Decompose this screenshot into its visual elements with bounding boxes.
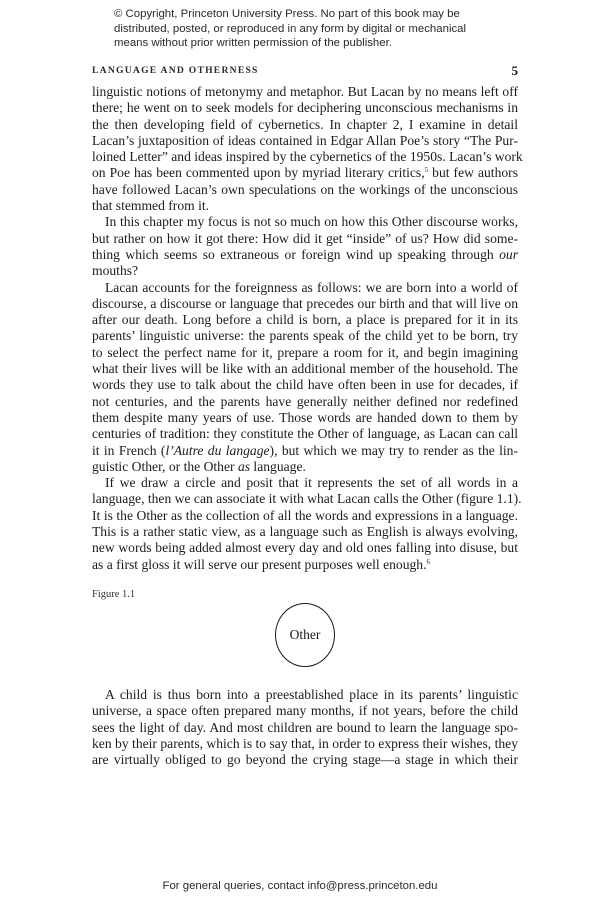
- text-line: the then developing field of cybernetics. In chapter 2, I examine in detail: [92, 116, 518, 132]
- text-line: mouths?: [92, 263, 139, 279]
- text-line: [92, 443, 518, 459]
- text-run: ), but which we may try to render as the lin-: [269, 442, 518, 458]
- text-line: Lacan accounts for the foreignness as follows: we are born into a world of: [105, 279, 518, 295]
- text-run: as a first gloss it will serve our present purposes well enough.: [92, 556, 427, 572]
- text-line: centuries of tradition: they constitute the Other of language, as Lacan can call: [92, 426, 518, 442]
- text-line: language, then we can associate it with what Lacan calls the Other (figure 1.1).: [92, 491, 522, 507]
- text-line: that stemmed from it.: [92, 198, 210, 214]
- text-line: have followed Lacan’s own speculations on the workings of the unconscious: [92, 181, 518, 197]
- text-run: guistic Other, or the Other: [92, 458, 238, 474]
- copyright-notice: [114, 7, 534, 51]
- footer-contact: For general queries, contact info@press.princeton.edu: [162, 880, 438, 892]
- text-line: to select the perfect name for it, prepare a room for it, and begin imagining: [92, 344, 518, 360]
- text-line: there; he went on to seek models for deciphering unconscious mechanisms in: [92, 100, 518, 116]
- emphasis: as: [237, 458, 251, 474]
- circle-label: Other: [289, 627, 321, 642]
- text-line: discourse, a discourse or language that precedes our birth and that will live on: [92, 295, 518, 311]
- footnote-marker-6[interactable]: 6: [426, 557, 430, 566]
- other-circle-diagram: [275, 603, 335, 667]
- text-line: but rather on how it got there: How did it get “inside” of us? How did some-: [92, 230, 518, 246]
- figure-label: Figure 1.1: [92, 589, 136, 600]
- text-run: but few authors: [428, 165, 518, 181]
- body-text-continued: [92, 687, 518, 768]
- text-line: It is the Other as the collection of all the words and expressions in a language.: [92, 507, 518, 523]
- text-line: parents’ linguistic universe: the parents speak of the child yet to be born, try: [92, 328, 518, 344]
- text-run: it in French (: [92, 442, 166, 458]
- text-line: This is a rather static view, as a language such as English is always evolving,: [92, 524, 518, 540]
- text-line: [92, 459, 518, 475]
- text-line: In this chapter my focus is not so much on how this Other discourse works,: [105, 214, 518, 230]
- text-line: A child is thus born into a preestablished place in its parents’ linguistic: [105, 687, 518, 702]
- text-line: If we draw a circle and posit that it represents the set of all words in a: [105, 475, 518, 491]
- emphasis: our: [499, 246, 518, 262]
- text-line: [92, 247, 518, 263]
- copyright-line: distributed, posted, or reproduced in any form by digital or mechanical: [114, 22, 467, 35]
- footnote-marker-5[interactable]: 5: [424, 166, 429, 175]
- text-run: on Poe has been commented upon by myriad literary critics,: [92, 165, 425, 181]
- text-line: them despite many years of use. Those words are handed down to them by: [92, 409, 518, 425]
- text-run: thing which seems so extraneous or foreign wind up speaking through: [92, 246, 500, 262]
- text-line: loined Letter” and ideas inspired by the cybernetics of the 1950s. Lacan’s work: [92, 149, 523, 165]
- text-run: language.: [250, 458, 306, 474]
- text-line: what their lives will be like with an additional member of the household. The: [92, 361, 518, 377]
- text-line: [92, 557, 518, 573]
- running-head: [92, 64, 518, 80]
- text-line: sees the light of day. And most children are bound to learn the language spo-: [92, 719, 518, 735]
- text-line: words they use to talk about the child have often been in use for decades, if: [92, 377, 518, 393]
- text-line: universe, a space often prepared many months, if not years, before the child: [92, 703, 518, 719]
- text-line: not centuries, and the parents have generally neither defined nor redefined: [92, 393, 518, 409]
- text-line: after our death. Long before a child is born, a place is prepared for it in its: [92, 312, 518, 328]
- page-number: 5: [511, 63, 518, 78]
- text-line: Lacan’s juxtaposition of ideas contained in Edgar Allan Poe’s story “The Pur-: [92, 132, 518, 148]
- text-line: ken by their parents, which is to say that, in order to express their wishes, they: [92, 735, 518, 751]
- text-line: linguistic notions of metonymy and metaphor. But Lacan by no means left off: [92, 84, 518, 99]
- body-text: [92, 84, 523, 573]
- copyright-line: © Copyright, Princeton University Press. No part of this book may be: [114, 8, 460, 20]
- text-line: are virtually obliged to go beyond the crying stage—a stage in which their: [92, 752, 518, 768]
- copyright-line: means without prior written permission of the publisher.: [114, 37, 392, 49]
- chapter-title: LANGUAGE AND OTHERNESS: [92, 65, 259, 76]
- emphasis: l’Autre du langage: [165, 442, 270, 458]
- text-line: [92, 165, 518, 181]
- text-line: new words being added almost every day and old ones falling into disuse, but: [92, 540, 518, 556]
